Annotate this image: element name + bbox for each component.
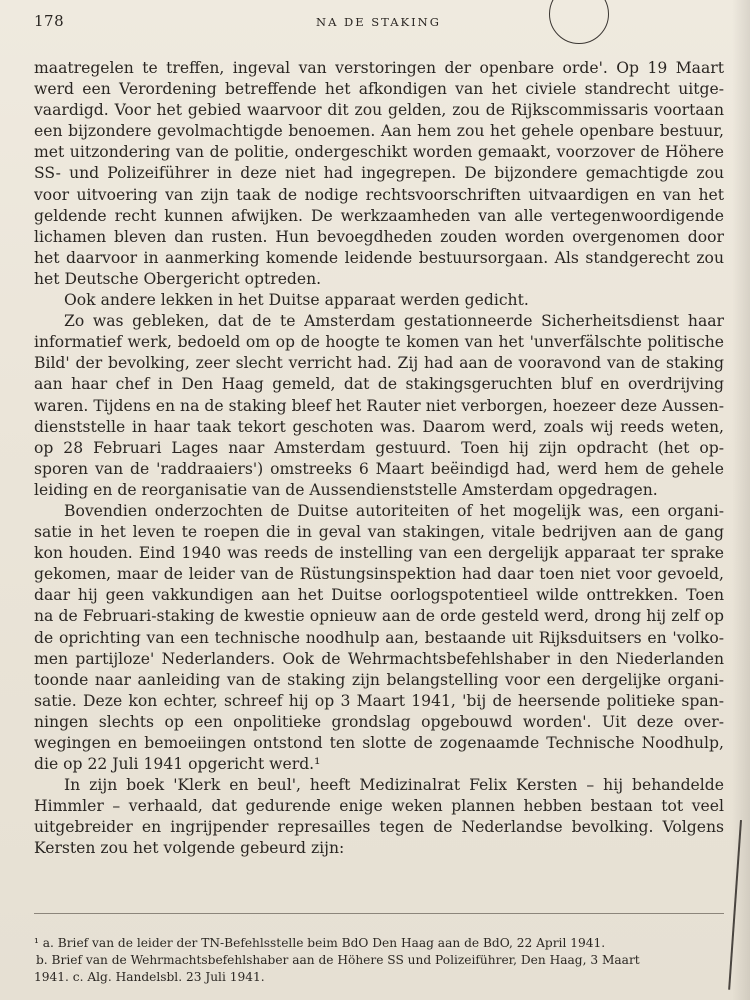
text-line: het daarvoor in aanmerking komende leidende bestuursorgaan. Als standgerecht zou bbox=[34, 248, 724, 267]
text-line: Bild' der bevolking, zeer slecht verricht had. Zij had aan de vooravond van de staking bbox=[34, 354, 724, 373]
text-line: men partijloze' Nederlanders. Ook de Wehrmachtsbefehlshaber in den Niederlanden bbox=[34, 649, 724, 668]
text-line: kon houden. Eind 1940 was reeds de instelling van een dergelijk apparaat ter sprake bbox=[34, 544, 724, 563]
text-line: die op 22 Juli 1941 opgericht werd.¹ bbox=[34, 755, 321, 774]
text-line: satie in het leven te roepen die in geval van stakingen, vitale bedrijven aan de gang bbox=[34, 523, 724, 542]
page-number: 178 bbox=[34, 12, 65, 30]
text-line: aan haar chef in Den Haag gemeld, dat de stakingsgeruchten bluf en overdrijving bbox=[34, 375, 724, 394]
text-line: SS- und Polizeiführer in deze niet had ingegrepen. De bijzondere gemachtigde zou bbox=[34, 164, 724, 183]
text-line: vaardigd. Voor het gebied waarvoor dit zou gelden, zou de Rijkscommissaris voortaan bbox=[34, 101, 724, 120]
paragraph-start-line: Bovendien onderzochten de Duitse autoriteiten of het mogelijk was, een organi- bbox=[64, 501, 724, 520]
text-line: Kersten zou het volgende gebeurd zijn: bbox=[34, 839, 345, 858]
text-line: daar hij geen vakkundigen aan het Duitse oorlogspotentieel wilde onttrekken. Toen bbox=[34, 586, 724, 605]
page-edge-shadow bbox=[732, 0, 750, 1000]
text-line: na de Februari-staking de kwestie opnieuw aan de orde gesteld werd, drong hij zelf op bbox=[34, 607, 724, 626]
text-line: maatregelen te treffen, ingeval van verstoringen der openbare orde'. Op 19 Maart bbox=[34, 59, 724, 77]
text-line: geldende recht kunnen afwijken. De werkzaamheden van alle vertegenwoordigende bbox=[34, 206, 724, 225]
text-line: satie. Deze kon echter, schreef hij op 3 Maart 1941, 'bij de heersende politieke span- bbox=[34, 691, 724, 710]
footnote-line: b. Brief van de Wehrmachtsbefehlshaber aan de Höhere SS und Polizeiführer, Den Haag, 3 Maart bbox=[36, 953, 640, 967]
footnote-line: 1941. c. Alg. Handelsbl. 23 Juli 1941. bbox=[34, 970, 265, 984]
text-line: de oprichting van een technische noodhulp aan, bestaande uit Rijksduitsers en 'volko- bbox=[34, 628, 724, 647]
text-line: op 28 Februari Lages naar Amsterdam gestuurd. Toen hij zijn opdracht (het op- bbox=[34, 438, 724, 457]
paragraph-start-line: Ook andere lekken in het Duitse apparaat werden gedicht. bbox=[64, 291, 529, 310]
text-line: gekomen, maar de leider van de Rüstungsinspektion had daar toen niet voor gevoeld, bbox=[34, 565, 724, 584]
page-header bbox=[34, 12, 724, 34]
paragraph-start-line: In zijn boek 'Klerk en beul', heeft Medizinalrat Felix Kersten – hij behandelde bbox=[64, 776, 724, 795]
text-line: een bijzondere gevolmachtigde benoemen. Aan hem zou het gehele openbare bestuur, bbox=[34, 122, 724, 141]
footnote-divider bbox=[34, 913, 724, 914]
text-line: wegingen en bemoeiingen ontstond ten slotte de zogenaamde Technische Noodhulp, bbox=[34, 734, 724, 752]
paragraph-start-line: Zo was gebleken, dat de te Amsterdam gestationneerde Sicherheitsdienst haar bbox=[64, 312, 724, 331]
footnote-line: ¹ a. Brief van de leider der TN-Befehlsstelle beim BdO Den Haag aan de BdO, 22 April 1941. bbox=[34, 936, 606, 950]
text-line: ningen slechts op een onpolitieke grondslag opgebouwd worden'. Uit deze over- bbox=[34, 712, 724, 731]
text-line: waren. Tijdens en na de staking bleef het Rauter niet verborgen, hoezeer deze Aussen- bbox=[34, 396, 724, 415]
text-line: leiding en de reorganisatie van de Aussendienststelle Amsterdam opgedragen. bbox=[34, 480, 658, 499]
text-line: voor uitvoering van zijn taak de nodige rechtsvoorschriften uitvaardigen en van het bbox=[34, 185, 724, 204]
footnotes bbox=[34, 935, 724, 986]
text-line: uitgebreider en ingrijpender represailles tegen de Nederlandse bevolking. Volgens bbox=[34, 818, 724, 837]
text-line: het Deutsche Obergericht optreden. bbox=[34, 269, 322, 288]
body-text bbox=[34, 58, 724, 860]
text-line: met uitzondering van de politie, ondergeschikt worden gemaakt, voorzover de Höhere bbox=[34, 143, 724, 162]
text-line: sporen van de 'raddraaiers') omstreeks 6 Maart beëindigd had, werd hem de gehele bbox=[34, 459, 724, 478]
running-title: NA DE STAKING bbox=[316, 15, 441, 29]
text-line: lichamen bleven dan rusten. Hun bevoegdheden zouden worden overgenomen door bbox=[34, 227, 724, 246]
text-line: Himmler – verhaald, dat gedurende enige weken plannen hebben bestaan tot veel bbox=[34, 797, 724, 816]
text-line: informatief werk, bedoeld om op de hoogte te komen van het 'unverfälschte politische bbox=[34, 333, 724, 352]
text-line: dienststelle in haar taak tekort geschoten was. Daarom werd, zoals wij reeds weten, bbox=[34, 417, 724, 436]
text-line: werd een Verordening betreffende het afkondigen van het civiele standrecht uitge- bbox=[34, 80, 724, 99]
pen-circle-mark bbox=[549, 0, 609, 44]
text-line: toonde naar aanleiding van de staking zijn belangstelling voor een dergelijke organi- bbox=[34, 670, 724, 689]
